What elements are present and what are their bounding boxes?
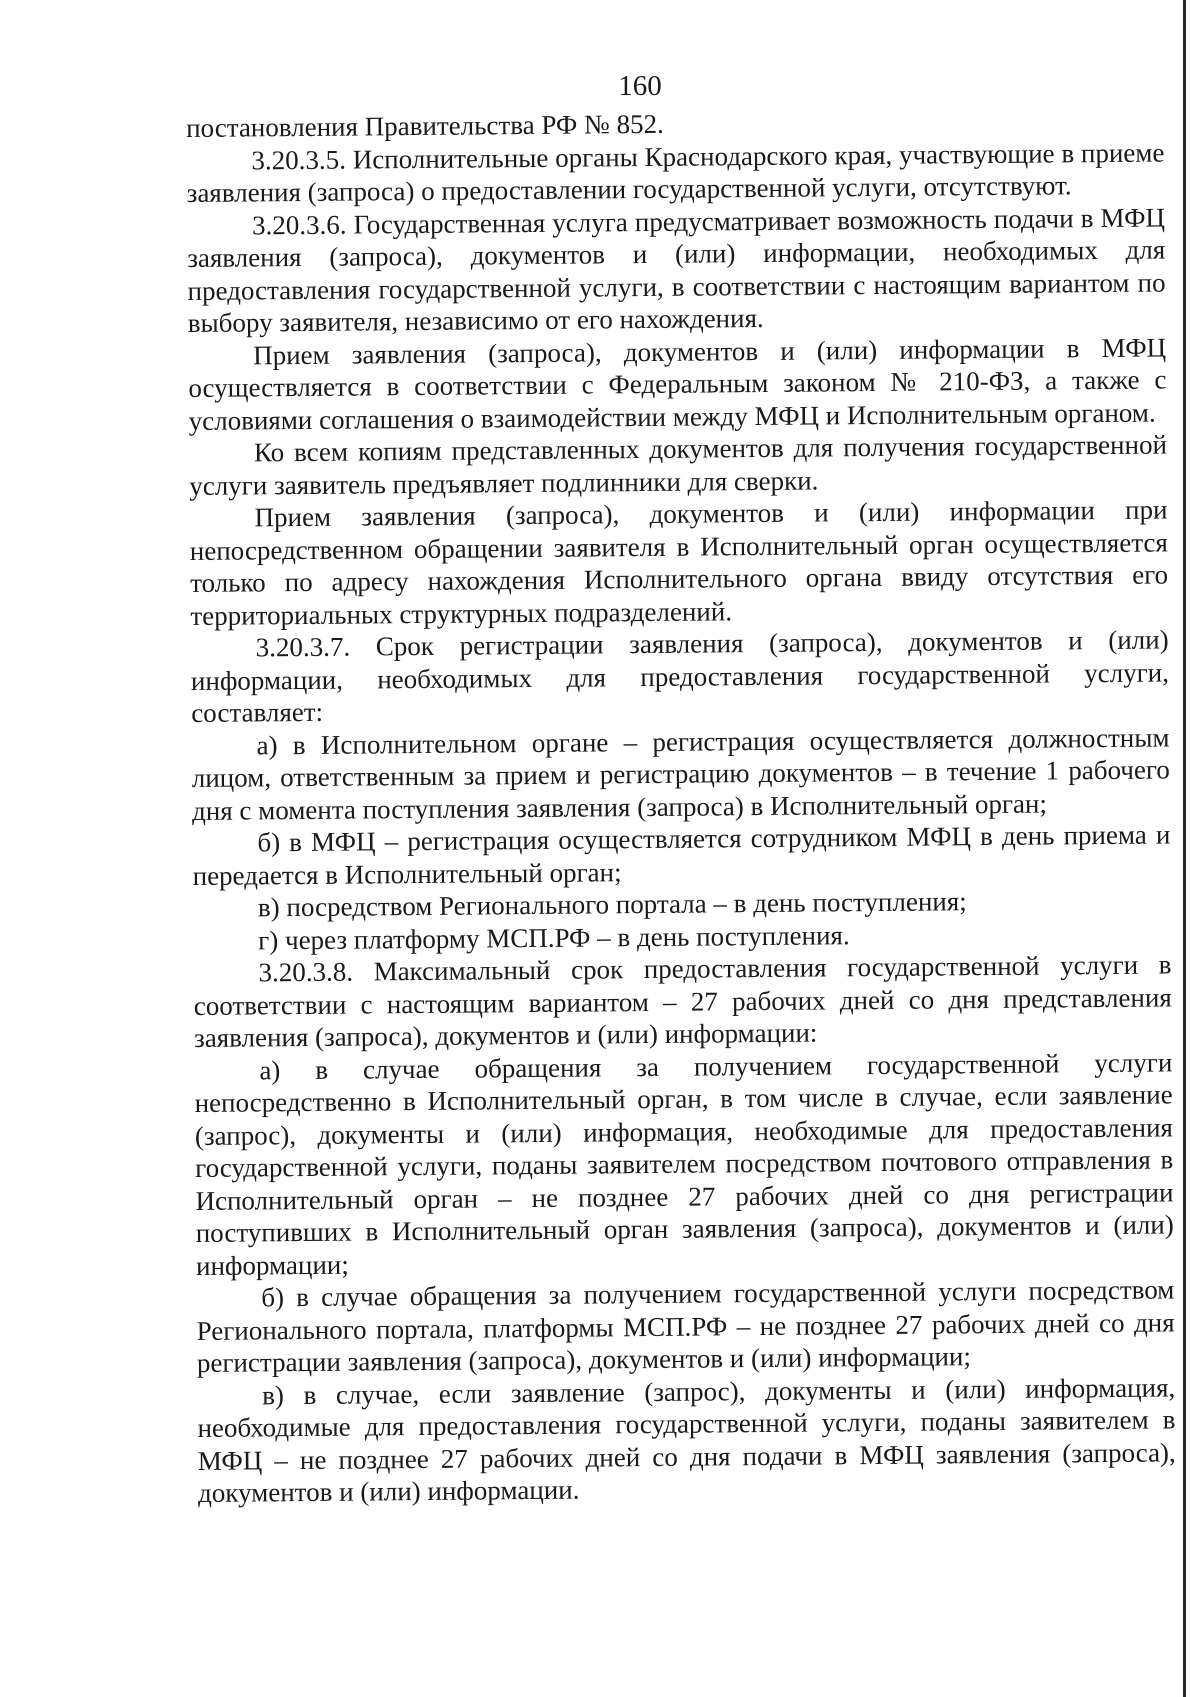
paragraph-3-20-3-5: 3.20.3.5. Исполнительные органы Краснодарского края, участвующие в приеме заявления (запроса) о предоставлении государственной услуги, отсутствуют. [186, 136, 1165, 208]
paragraph-3-20-3-7: 3.20.3.7. Срок регистрации заявления (запроса), документов и (или) информации, необходимых для предоставления государственной услуги, составляет: [190, 624, 1170, 728]
paragraph-mfc-reception: Прием заявления (запроса), документов и (или) информации в МФЦ осуществляется в соответствии с Федеральным законом № 210-ФЗ, а также с условиями соглашения о взаимодействии между МФЦ и Исполнительным органом. [188, 331, 1167, 436]
paragraph-3-20-3-8: 3.20.3.8. Максимальный срок предоставления государственной услуги в соответствии с настоящим вариантом – 27 рабочих дней со дня представления заявления (запроса), документов и (или) информации: [193, 949, 1172, 1053]
list-item-b-registration: б) в МФЦ – регистрация осуществляется сотрудником МФЦ в день приема и передается в Исполнительный орган; [192, 819, 1171, 891]
list-item-b-term: б) в случае обращения за получением государственной услуги посредством Регионального портала, платформы МСП.РФ – не позднее 27 рабочих дней со дня регистрации заявления (запроса), документов и (или) информации; [196, 1274, 1175, 1378]
paragraph-3-20-3-6: 3.20.3.6. Государственная услуга предусматривает возможность подачи в МФЦ заявления (запроса), документов и (или) информации, необходимых для предоставления государственной услуги, в соответствии с настоящим вариантом по выбору заявителя, независимо от его нахождения. [187, 201, 1166, 338]
list-item-a-registration: а) в Исполнительном органе – регистрация осуществляется должностным лицом, ответственным за прием и регистрацию документов – в течение 1 рабочего дня с момента поступления заявления (запроса) в Исполнительный орган; [191, 721, 1170, 826]
document-body [186, 103, 1176, 1509]
list-item-v-term: в) в случае, если заявление (запрос), документы и (или) информация, необходимые для предоставления государственной услуги, поданы заявителем в МФЦ – не позднее 27 рабочих дней со дня подачи в МФЦ заявления (запроса), документов и (или) информации. [197, 1371, 1176, 1508]
list-item-v-registration: в) посредством Регионального портала – в день поступления; [257, 886, 967, 923]
list-item-g-registration: г) через платформу МСП.РФ – в день поступления. [258, 919, 850, 955]
list-item-a-term: а) в случае обращения за получением государственной услуги непосредственно в Исполнительный орган, в том числе в случае, если заявление (запрос), документы и (или) информация, необходимые для предоставления государственной услуги, поданы заявителем посредством почтового отправления в Исполнительный орган – не позднее 27 рабочих дней со дня регистрации поступивших в Исполнительный орган заявления (запроса), документов и (или) информации; [194, 1046, 1174, 1281]
paragraph-direct-reception: Прием заявления (запроса), документов и (или) информации при непосредственном обращении заявителя в Исполнительный орган осуществляется только по адресу нахождения Исполнительного органа ввиду отсутствия его территориальных структурных подразделений. [189, 494, 1169, 631]
scan-edge-line [1183, 0, 1186, 1697]
page-number: 160 [618, 70, 662, 102]
paragraph-copies: Ко всем копиям представленных документов для получения государственной услуги заявитель предъявляет подлинники для сверки. [189, 429, 1168, 501]
paragraph-continuation: постановления Правительства РФ № 852. [186, 108, 664, 143]
